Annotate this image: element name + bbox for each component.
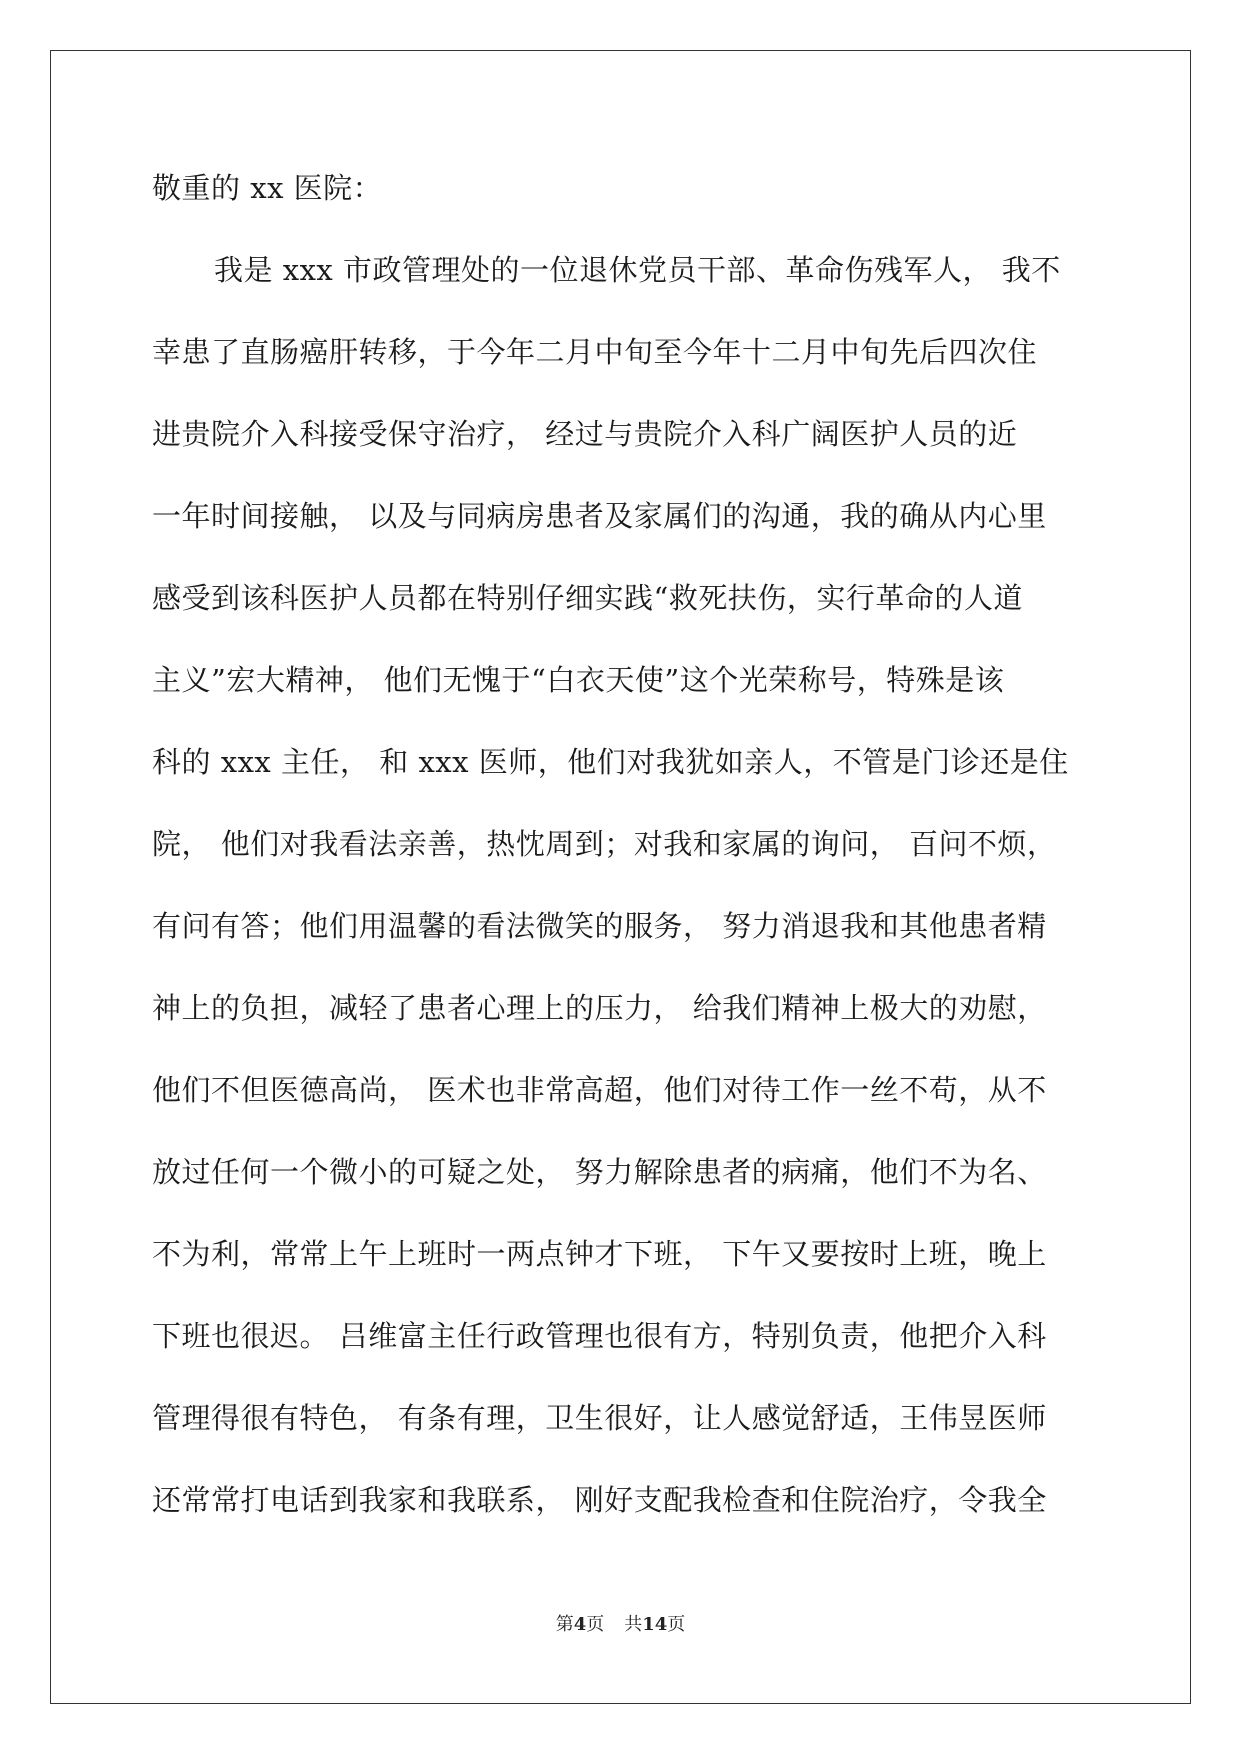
total-suffix: 页 — [667, 1614, 686, 1635]
paragraph-line: 放过任何一个微小的可疑之处， 努力解除患者的病痛，他们不为名、 — [152, 1155, 1047, 1189]
paragraph-line: 有问有答；他们用温馨的看法微笑的服务， 努力消退我和其他患者精 — [152, 909, 1047, 943]
page-suffix: 页 — [586, 1614, 605, 1635]
paragraph-line: 幸患了直肠癌肝转移，于今年二月中旬至今年十二月中旬先后四次住 — [152, 335, 1038, 369]
letter-body — [152, 168, 1112, 1562]
salutation: 敬重的 xx 医院： — [152, 171, 383, 205]
paragraph-line: 一年时间接触， 以及与同病房患者及家属们的沟通，我的确从内心里 — [152, 499, 1047, 533]
paragraph-line: 进贵院介入科接受保守治疗， 经过与贵院介入科广阔医护人员的近 — [152, 417, 1018, 451]
paragraph-line: 他们不但医德高尚， 医术也非常高超，他们对待工作一丝不苟，从不 — [152, 1073, 1047, 1107]
paragraph-line: 感受到该科医护人员都在特别仔细实践“救死扶伤，实行革命的人道 — [152, 581, 1023, 615]
paragraph-line: 下班也很迟。 吕维富主任行政管理也很有方，特别负责，他把介入科 — [152, 1319, 1047, 1353]
paragraph-line: 院， 他们对我看法亲善，热忱周到；对我和家属的询问， 百问不烦， — [152, 827, 1057, 861]
page-current: 4 — [573, 1614, 587, 1635]
paragraph-line: 主义”宏大精神， 他们无愧于“白衣天使”这个光荣称号，特殊是该 — [152, 663, 1005, 697]
page-total: 14 — [642, 1614, 668, 1635]
total-prefix: 共 — [624, 1614, 643, 1635]
page-prefix: 第 — [555, 1614, 574, 1635]
paragraph-line: 神上的负担，减轻了患者心理上的压力， 给我们精神上极大的劝慰， — [152, 991, 1047, 1025]
paragraph-line: 管理得很有特色， 有条有理，卫生很好，让人感觉舒适，王伟昱医师 — [152, 1401, 1047, 1435]
page-footer — [0, 1610, 1241, 1636]
paragraph-line: 我是 xxx 市政管理处的一位退休党员干部、革命伤残军人， 我不 — [214, 253, 1061, 287]
paragraph-line: 不为利，常常上午上班时一两点钟才下班， 下午又要按时上班，晚上 — [152, 1237, 1047, 1271]
paragraph-line: 科的 xxx 主任， 和 xxx 医师，他们对我犹如亲人，不管是门诊还是住 — [152, 745, 1069, 779]
paragraph-line: 还常常打电话到我家和我联系， 刚好支配我检查和住院治疗，令我全 — [152, 1483, 1047, 1517]
